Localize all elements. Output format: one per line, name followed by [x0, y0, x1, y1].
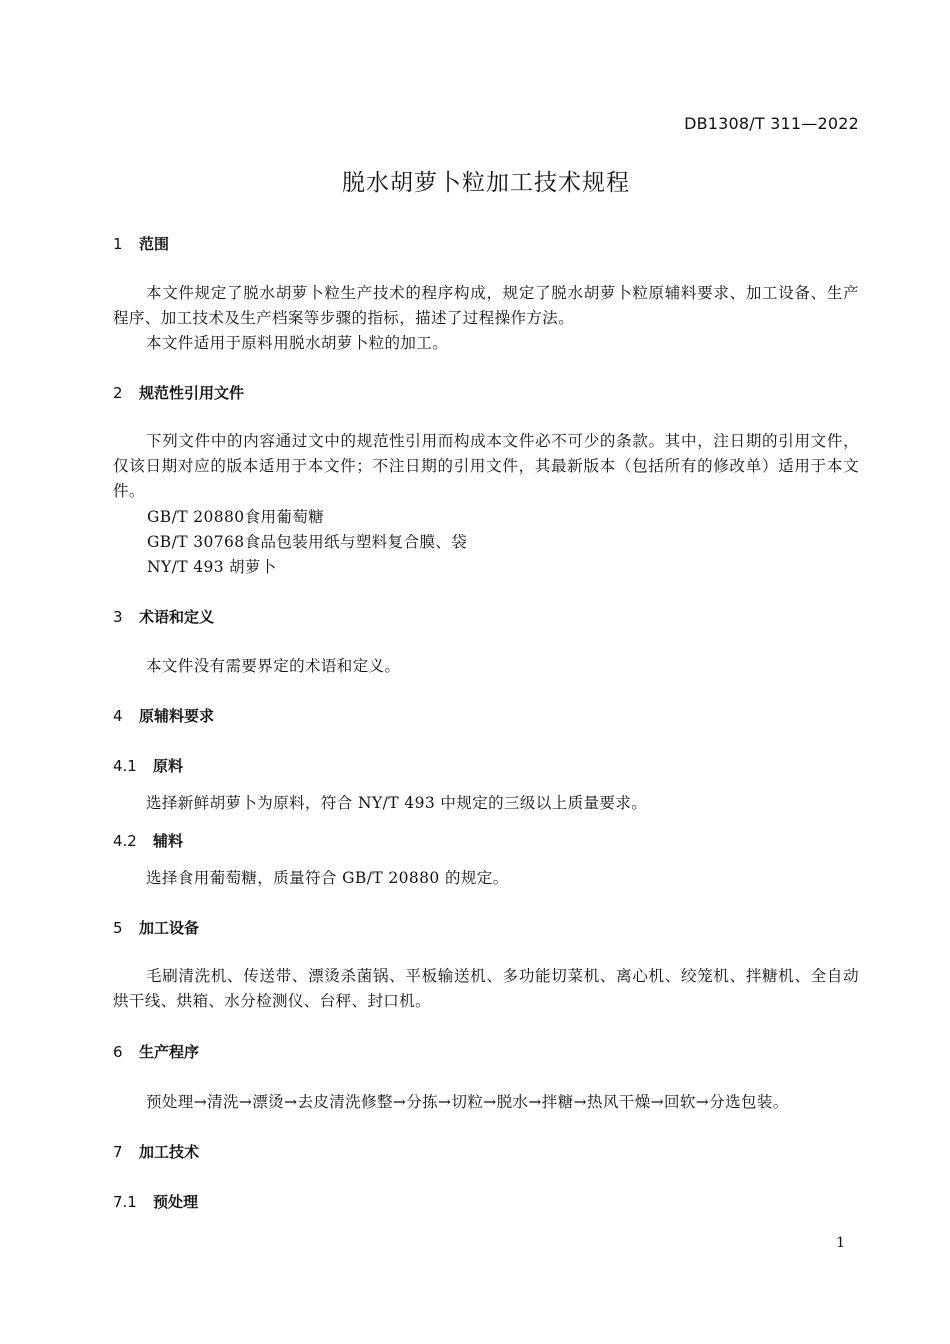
- section-number: 4.1: [113, 757, 137, 775]
- section-4-1-paragraph: 选择新鲜胡萝卜为原料，符合 NY/T 493 中规定的三级以上质量要求。: [146, 794, 648, 812]
- section-number: 2: [113, 384, 123, 402]
- section-6-paragraph: 预处理→清洗→漂烫→去皮清洗修整→分拣→切粒→脱水→拌糖→热风干燥→回软→分选包装。: [146, 1093, 789, 1111]
- section-7-heading: [113, 1141, 199, 1162]
- section-number: 7.1: [113, 1193, 137, 1211]
- section-6-heading: [113, 1041, 199, 1062]
- standard-code: DB1308/T 311—2022: [684, 114, 859, 133]
- section-1-heading: [113, 233, 169, 254]
- section-title: 原料: [153, 757, 184, 775]
- section-title: 规范性引用文件: [139, 384, 245, 402]
- section-5-paragraph: 毛刷清洗机、传送带、漂烫杀菌锅、平板输送机、多功能切菜机、离心机、绞笼机、拌糖机、全自动烘干线、烘箱、水分检测仪、台秤、封口机。: [113, 967, 859, 1010]
- reference-item: [147, 505, 324, 527]
- page-number: 1: [836, 1235, 845, 1251]
- section-number: 6: [113, 1043, 123, 1061]
- reference-item: [147, 530, 467, 552]
- reference-code: GB/T 30768: [147, 533, 245, 551]
- reference-code: GB/T 20880: [147, 508, 245, 526]
- section-title: 辅料: [153, 832, 184, 850]
- section-2-heading: [113, 382, 244, 403]
- section-number: 4: [113, 707, 123, 725]
- section-title: 范围: [139, 235, 170, 253]
- section-4-2-paragraph: 选择食用葡萄糖，质量符合 GB/T 20880 的规定。: [146, 869, 509, 887]
- reference-name: 胡萝卜: [229, 558, 277, 576]
- reference-item: [147, 555, 277, 577]
- section-title: 加工技术: [139, 1143, 200, 1161]
- section-number: 1: [113, 235, 123, 253]
- section-number: 3: [113, 608, 123, 626]
- section-1-paragraph-2: 本文件适用于原料用脱水胡萝卜粒的加工。: [146, 334, 449, 352]
- section-number: 7: [113, 1143, 123, 1161]
- reference-code: NY/T 493: [147, 558, 225, 576]
- section-title: 预处理: [153, 1193, 199, 1211]
- section-number: 4.2: [113, 832, 137, 850]
- section-number: 5: [113, 919, 123, 937]
- section-7-1-heading: [113, 1191, 198, 1212]
- reference-name: 食品包装用纸与塑料复合膜、袋: [244, 533, 468, 551]
- reference-name: 食用葡萄糖: [244, 508, 325, 526]
- section-4-heading: [113, 705, 214, 726]
- section-title: 加工设备: [139, 919, 200, 937]
- section-3-heading: [113, 606, 214, 627]
- section-5-heading: [113, 917, 199, 938]
- section-2-paragraph-1: 下列文件中的内容通过文中的规范性引用而构成本文件必不可少的条款。其中，注日期的引用文件，仅该日期对应的版本适用于本文件；不注日期的引用文件，其最新版本（包括所有的修改单）适用于本文件。: [113, 432, 859, 500]
- section-title: 原辅料要求: [139, 707, 215, 725]
- document-title: 脱水胡萝卜粒加工技术规程: [342, 170, 630, 196]
- section-3-paragraph-1: 本文件没有需要界定的术语和定义。: [146, 657, 401, 675]
- section-title: 术语和定义: [139, 608, 215, 626]
- section-4-1-heading: [113, 755, 183, 776]
- section-1-paragraph-1: 本文件规定了脱水胡萝卜粒生产技术的程序构成，规定了脱水胡萝卜粒原辅料要求、加工设备、生产程序、加工技术及生产档案等步骤的指标，描述了过程操作方法。: [113, 284, 859, 327]
- section-4-2-heading: [113, 830, 183, 851]
- section-title: 生产程序: [139, 1043, 200, 1061]
